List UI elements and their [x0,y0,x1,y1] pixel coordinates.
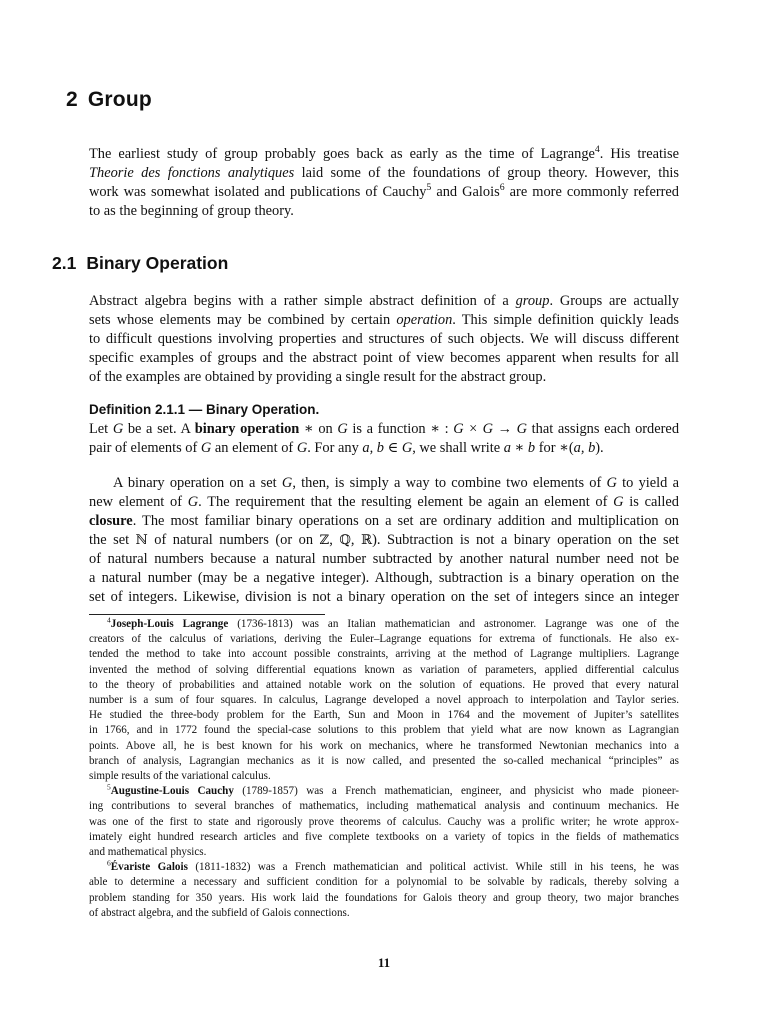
text: a natural number (may be a negative integer). Although, subtraction is a binary operation on the [89,570,679,586]
footnote-name: Joseph-Louis Lagrange [110,618,229,630]
chapter-title-text: Group [87,88,152,111]
footnote-ref[interactable]: 4 [594,144,600,156]
math-expr: G × G → G [453,421,528,437]
text: (1736-1813) was an Italian mathematician and astronomer. Lagrange was one of the [228,618,679,630]
section-title [52,253,228,274]
text: to as the beginning of group theory. [89,203,294,219]
footnote-lagrange [89,617,679,784]
separator: , [350,532,362,548]
footnote-line: problem standing for 350 years. His work laid the foundations for Galois theory and group theory, two major branches [89,891,679,904]
naturals-symbol: ℕ [135,533,148,548]
text: that assigns each ordered [527,421,680,437]
math-var: G [606,475,617,491]
italic-term: group [515,293,550,309]
text: . Groups are actually [549,293,679,309]
math-var: G [112,421,124,437]
footnote-name: Évariste Galois [110,861,188,874]
text: the set [89,532,136,548]
footnote-line: number is a sum of four squares. In calculus, Lagrange developed a novel approach to interpolation and Taylor series. [89,694,679,707]
footnote-ref[interactable]: 5 [426,182,432,194]
binary-operation-paragraph [89,474,679,607]
text: sets whose elements may be combined by certain [89,312,397,328]
text: specific examples of groups and the abstract point of view becomes apparent when results for all [89,350,679,366]
text: Abstract algebra begins with a rather simple abstract definition of a [89,293,516,309]
text: ∗ on [299,421,338,437]
text: set of integers. Likewise, division is not a binary operation on the set of integers since an integer [89,589,679,605]
text: of the examples are obtained by providing a single result for the abstract group. [89,369,547,385]
bold-term: closure [89,513,133,529]
abstract-algebra-paragraph [89,292,679,387]
footnote-line: was one of the first to state and rigorously prove theorems of calculus. Cauchy was a prolific writer; he wrote approx- [89,815,679,828]
text: is a function ∗ : [347,421,454,437]
page-number: 11 [377,955,391,970]
text: for ∗( [535,440,574,456]
math-var: G [613,494,624,510]
footnote-line: branch of analysis, Lagrangian mechanics as it is now called, and presented the so-called mechanical “principles” as [89,754,679,767]
text: . For any [307,440,363,456]
footnotes [89,617,679,921]
text: (1789-1857) was a French mathematician, engineer, and physicist who made pioneer- [233,785,679,798]
footnote-line: to the theory of probabilities and attained notable work on the solution of equations. He proved that every natural [89,678,679,691]
text: is called [623,494,679,510]
footnote-line: and mathematical physics. [89,846,207,859]
footnote-line: imately eight hundred research articles and five complete textbooks on a variety of topics in the fields of mathematics [89,830,679,843]
footnote-line: He studied the three-body problem for the Earth, Sun and Moon in 1764 and the movement of Jupiter’s satellites [89,709,679,722]
math-var: G [281,475,293,491]
separator: , [329,532,340,548]
text: , we shall write [412,440,504,456]
rationals-symbol: ℚ [339,533,351,548]
math-var: G [200,440,212,456]
definition-body [89,420,679,458]
integers-symbol: ℤ [319,533,330,548]
footnote-line: creators of the calculus of variations, deriving the Euler–Lagrange equations for extrema of functionals. He also ex- [89,633,679,646]
footnote-line: simple results of the variational calculus. [89,770,271,783]
footnote-cauchy [89,784,679,860]
text: new element of [89,494,188,510]
text: . His treatise [599,146,679,162]
text: an element of [211,440,297,456]
section-title-text: Binary Operation [86,253,229,273]
math-var: G [187,494,199,510]
text: (1811-1832) was a French mathematician and political activist. While still in his teens, he was [187,861,679,874]
text: . The requirement that the resulting element be again an element of [198,494,614,510]
italic-term: operation [396,312,453,328]
text: ). Subtraction is not a binary operation on the set [372,532,679,548]
chapter-title [66,88,152,112]
footnote-ref[interactable]: 6 [499,182,505,194]
text: pair of elements of [89,440,201,456]
footnote-line: ing contributions to several branches of mathematics, including mathematical analysis and continuum mechanics. He [89,800,679,813]
footnote-divider [89,614,325,615]
chapter-number: 2 [66,88,78,111]
text: A binary operation on a set [113,475,282,491]
footnote-line: invented the method of solving differential equations known as variation of parameters, applied differential calculus [89,663,679,676]
text: work was somewhat isolated and publications of Cauchy [89,184,427,200]
intro-paragraph [89,145,679,221]
italic-title: Theorie des fonctions analytiques [89,165,295,181]
text: The earliest study of group probably goes back as early as the time of Lagrange [89,146,595,162]
reals-symbol: ℝ [361,533,373,548]
footnote-line: points. Above all, he is best known for his work on mechanics, where he transformed Newtonian mechanics into a [89,739,679,752]
math-expr: a ∗ b [503,440,536,456]
text: to difficult questions involving properties and structures of such objects. We will discuss different [89,331,679,347]
text: ). [595,440,604,456]
text: to yield a [616,475,679,491]
footnote-line: of abstract algebra, and the subfield of Galois connections. [89,906,350,919]
text: Let [89,421,113,437]
footnote-mark: 4 [107,615,111,625]
text: of natural numbers because a natural number subtracted by another natural number need not be [89,551,679,567]
math-var: G [337,421,348,437]
math-expr: a, b ∈ G [362,440,413,456]
math-expr: a, b [573,440,596,456]
text: , then, is simply a way to combine two elements of [292,475,607,491]
footnote-mark: 5 [107,782,111,792]
footnote-line: in 1766, and in 1772 found the special-case solutions to this problem that yield what are now known as Lagrangian [89,724,679,737]
text: and Galois [431,184,500,200]
text: are more commonly referred [504,184,679,200]
section-number: 2.1 [52,253,77,273]
math-var: G [296,440,308,456]
text: of natural numbers (or on [147,532,320,548]
footnote-line: tended the method to take into account possible constraints, arriving at the method of Lagrange multipliers. Lagrange [89,648,679,661]
bold-term: binary operation [194,421,300,437]
text: laid some of the foundations of group theory. However, this [294,165,679,181]
definition-title: Definition 2.1.1 — Binary Operation. [89,402,320,417]
footnote-galois [89,860,679,921]
footnote-mark: 6 [107,858,111,868]
footnote-line: able to determine a necessary and sufficient condition for a polynomial to be solvable by radicals, thereby solving a [89,876,679,889]
footnote-name: Augustine-Louis Cauchy [110,785,234,798]
text: . The most familiar binary operations on a set are ordinary addition and multiplication on [132,513,679,529]
text: . This simple definition quickly leads [452,312,679,328]
text: be a set. A [123,421,195,437]
